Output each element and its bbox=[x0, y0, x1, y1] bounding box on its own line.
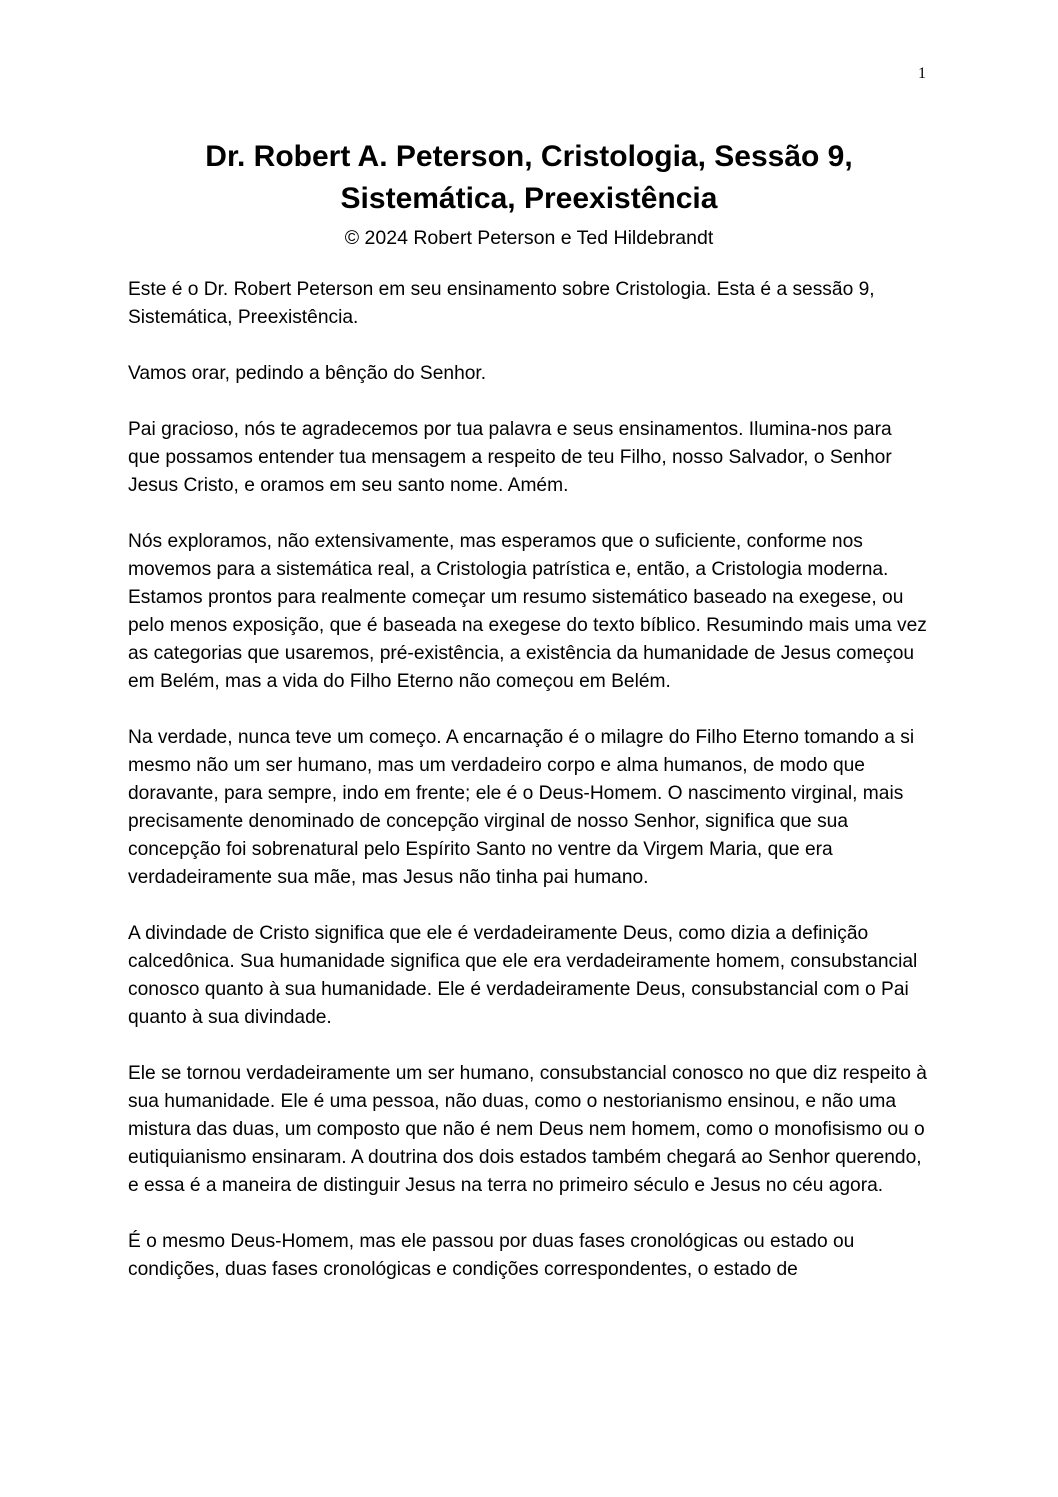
paragraph-1: Este é o Dr. Robert Peterson em seu ensinamento sobre Cristologia. Esta é a sessão 9, Sistemática, Preexistência. bbox=[128, 279, 875, 328]
paragraph-7: Ele se tornou verdadeiramente um ser humano, consubstancial conosco no que diz respeito à sua humanidade. Ele é uma pessoa, não duas, como o nestorianismo ensinou, e não uma mistura das duas, um composto que não é nem Deus nem homem, como o monofisismo ou o eutiquianismo ensinaram. A doutrina dos dois estados também chegará ao Senhor querendo, e essa é a maneira de distinguir Jesus na terra no primeiro século e Jesus no céu agora. bbox=[128, 1063, 927, 1196]
copyright-line: © 2024 Robert Peterson e Ted Hildebrandt bbox=[344, 227, 714, 249]
document-body bbox=[128, 276, 928, 1284]
page-number: 1 bbox=[918, 65, 926, 82]
paragraph-3: Pai gracioso, nós te agradecemos por tua palavra e seus ensinamentos. Ilumina-nos para que possamos entender tua mensagem a respeito de teu Filho, nosso Salvador, o Senhor Jesus Cristo, e oramos em seu santo nome. Amém. bbox=[128, 419, 892, 496]
paragraph-2: Vamos orar, pedindo a bênção do Senhor. bbox=[128, 363, 487, 384]
paragraph-4: Nós exploramos, não extensivamente, mas esperamos que o suficiente, conforme nos movemos para a sistemática real, a Cristologia patrística e, então, a Cristologia moderna. Estamos prontos para realmente começar um resumo sistemático baseado na exegese, ou pelo menos exposição, que é baseada na exegese do texto bíblico. Resumindo mais uma vez as categorias que usaremos, pré-existência, a existência da humanidade de Jesus começou em Belém, mas a vida do Filho Eterno não começou em Belém. bbox=[128, 531, 927, 692]
paragraph-8: É o mesmo Deus-Homem, mas ele passou por duas fases cronológicas ou estado ou condições, duas fases cronológicas e condições correspondentes, o estado de bbox=[128, 1231, 855, 1280]
document-title bbox=[120, 136, 938, 220]
title-line-1: Dr. Robert A. Peterson, Cristologia, Sessão 9, bbox=[205, 140, 853, 173]
paragraph-5: Na verdade, nunca teve um começo. A encarnação é o milagre do Filho Eterno tomando a si mesmo não um ser humano, mas um verdadeiro corpo e alma humanos, de modo que doravante, para sempre, indo em frente; ele é o Deus-Homem. O nascimento virginal, mais precisamente denominado de concepção virginal de nosso Senhor, significa que sua concepção foi sobrenatural pelo Espírito Santo no ventre da Virgem Maria, que era verdadeiramente sua mãe, mas Jesus não tinha pai humano. bbox=[128, 727, 915, 888]
paragraph-6: A divindade de Cristo significa que ele é verdadeiramente Deus, como dizia a definição calcedônica. Sua humanidade significa que ele era verdadeiramente homem, consubstancial conosco quanto à sua humanidade. Ele é verdadeiramente Deus, consubstancial com o Pai quanto à sua divindade. bbox=[128, 923, 918, 1028]
title-line-2: Sistemática, Preexistência bbox=[340, 182, 718, 215]
